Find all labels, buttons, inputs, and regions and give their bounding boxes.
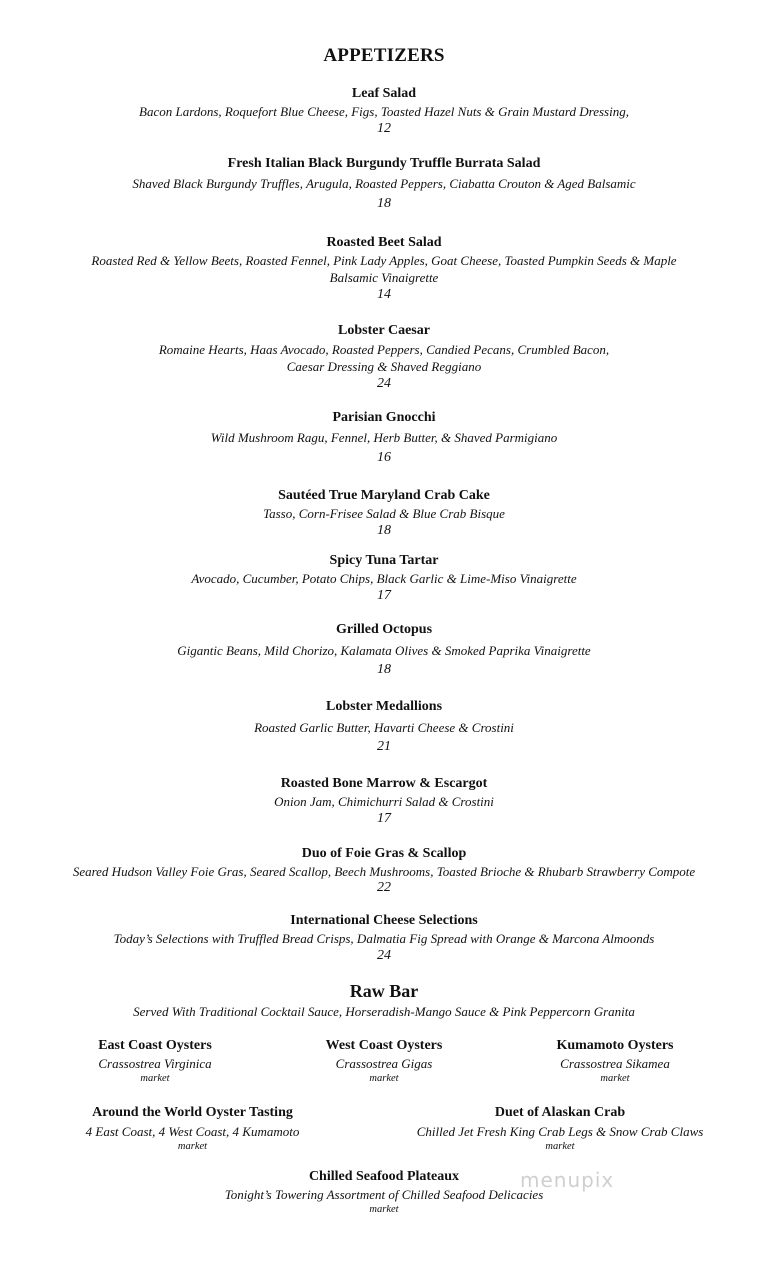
item-name: Lobster Caesar xyxy=(338,323,430,338)
item-name: Parisian Gnocchi xyxy=(332,410,436,425)
item-price: 16 xyxy=(377,450,391,465)
item-description: Bacon Lardons, Roquefort Blue Cheese, Figs, Toasted Hazel Nuts & Grain Mustard Dressing, xyxy=(139,104,629,119)
item-price: 22 xyxy=(377,880,391,895)
item-name: Duo of Foie Gras & Scallop xyxy=(301,846,467,861)
item-description: Romaine Hearts, Haas Avocado, Roasted Peppers, Candied Pecans, Crumbled Bacon, xyxy=(158,342,610,357)
item-price: 21 xyxy=(377,739,391,754)
raw-item-price: market xyxy=(600,1073,630,1084)
raw-item-name: East Coast Oysters xyxy=(98,1038,212,1053)
item-name: International Cheese Selections xyxy=(290,913,478,928)
item-price: 12 xyxy=(377,121,391,136)
raw-bar-title: Raw Bar xyxy=(349,981,419,1001)
item-price: 14 xyxy=(377,287,391,302)
item-name: Leaf Salad xyxy=(351,86,417,101)
item-name: Lobster Medallions xyxy=(325,699,443,714)
item-description: Shaved Black Burgundy Truffles, Arugula, Roasted Peppers, Ciabatta Crouton & Aged Balsamic xyxy=(132,176,636,191)
item-description: Avocado, Cucumber, Potato Chips, Black Garlic & Lime-Miso Vinaigrette xyxy=(191,571,577,586)
item-price: 17 xyxy=(377,811,391,826)
item-name: Grilled Octopus xyxy=(335,622,433,637)
raw-item-name: Duet of Alaskan Crab xyxy=(494,1105,626,1120)
item-description: Roasted Red & Yellow Beets, Roasted Fennel, Pink Lady Apples, Goat Cheese, Toasted Pumpkin Seeds & Maple xyxy=(91,253,677,268)
raw-item-price: market xyxy=(369,1073,399,1084)
item-price: 24 xyxy=(377,376,391,391)
item-price: 18 xyxy=(377,662,391,677)
item-name: Fresh Italian Black Burgundy Truffle Burrata Salad xyxy=(227,156,541,171)
raw-item-name: Around the World Oyster Tasting xyxy=(92,1105,293,1120)
raw-item-description: Crassostrea Sikamea xyxy=(560,1056,670,1071)
item-name: Sautéed True Maryland Crab Cake xyxy=(278,488,490,503)
item-description: Today’s Selections with Truffled Bread Crisps, Dalmatia Fig Spread with Orange & Marcona Almoonds xyxy=(113,931,655,946)
raw-item-price: market xyxy=(177,1141,208,1152)
raw-item-name: Kumamoto Oysters xyxy=(556,1038,674,1053)
raw-item-description: Crassostrea Virginica xyxy=(98,1056,212,1071)
item-description: Seared Hudson Valley Foie Gras, Seared Scallop, Beech Mushrooms, Toasted Brioche & Rhubarb Strawberry Compote xyxy=(72,864,696,879)
item-price: 18 xyxy=(377,523,391,538)
raw-bar-subtitle: Served With Traditional Cocktail Sauce, Horseradish-Mango Sauce & Pink Peppercorn Granita xyxy=(133,1004,635,1019)
item-price: 17 xyxy=(377,588,391,603)
item-name: Roasted Beet Salad xyxy=(326,235,442,250)
item-description-line2: Balsamic Vinaigrette xyxy=(329,270,439,285)
raw-item-description: Chilled Jet Fresh King Crab Legs & Snow Crab Claws xyxy=(416,1124,704,1139)
item-price: 18 xyxy=(377,196,391,211)
raw-item-price: market xyxy=(369,1204,399,1215)
item-description-line2: Caesar Dressing & Shaved Reggiano xyxy=(286,359,482,374)
raw-item-description: Crassostrea Gigas xyxy=(335,1056,433,1071)
item-description: Onion Jam, Chimichurri Salad & Crostini xyxy=(274,794,494,809)
raw-item-name: Chilled Seafood Plateaux xyxy=(308,1169,460,1184)
raw-item-price: market xyxy=(140,1073,170,1084)
raw-item-description: Tonight’s Towering Assortment of Chilled Seafood Delicacies xyxy=(224,1187,544,1202)
raw-item-price: market xyxy=(545,1141,575,1152)
item-price: 24 xyxy=(377,948,391,963)
item-description: Gigantic Beans, Mild Chorizo, Kalamata Olives & Smoked Paprika Vinaigrette xyxy=(177,643,591,658)
raw-item-description: 4 East Coast, 4 West Coast, 4 Kumamoto xyxy=(85,1124,300,1139)
item-description: Tasso, Corn-Frisee Salad & Blue Crab Bisque xyxy=(263,506,505,521)
page-title: APPETIZERS xyxy=(323,45,445,66)
item-description: Wild Mushroom Ragu, Fennel, Herb Butter, & Shaved Parmigiano xyxy=(210,430,558,445)
item-name: Roasted Bone Marrow & Escargot xyxy=(280,776,488,791)
item-description: Roasted Garlic Butter, Havarti Cheese & Crostini xyxy=(254,720,514,735)
raw-item-name: West Coast Oysters xyxy=(325,1038,443,1053)
watermark: menupix xyxy=(520,1168,615,1192)
item-name: Spicy Tuna Tartar xyxy=(329,553,439,568)
